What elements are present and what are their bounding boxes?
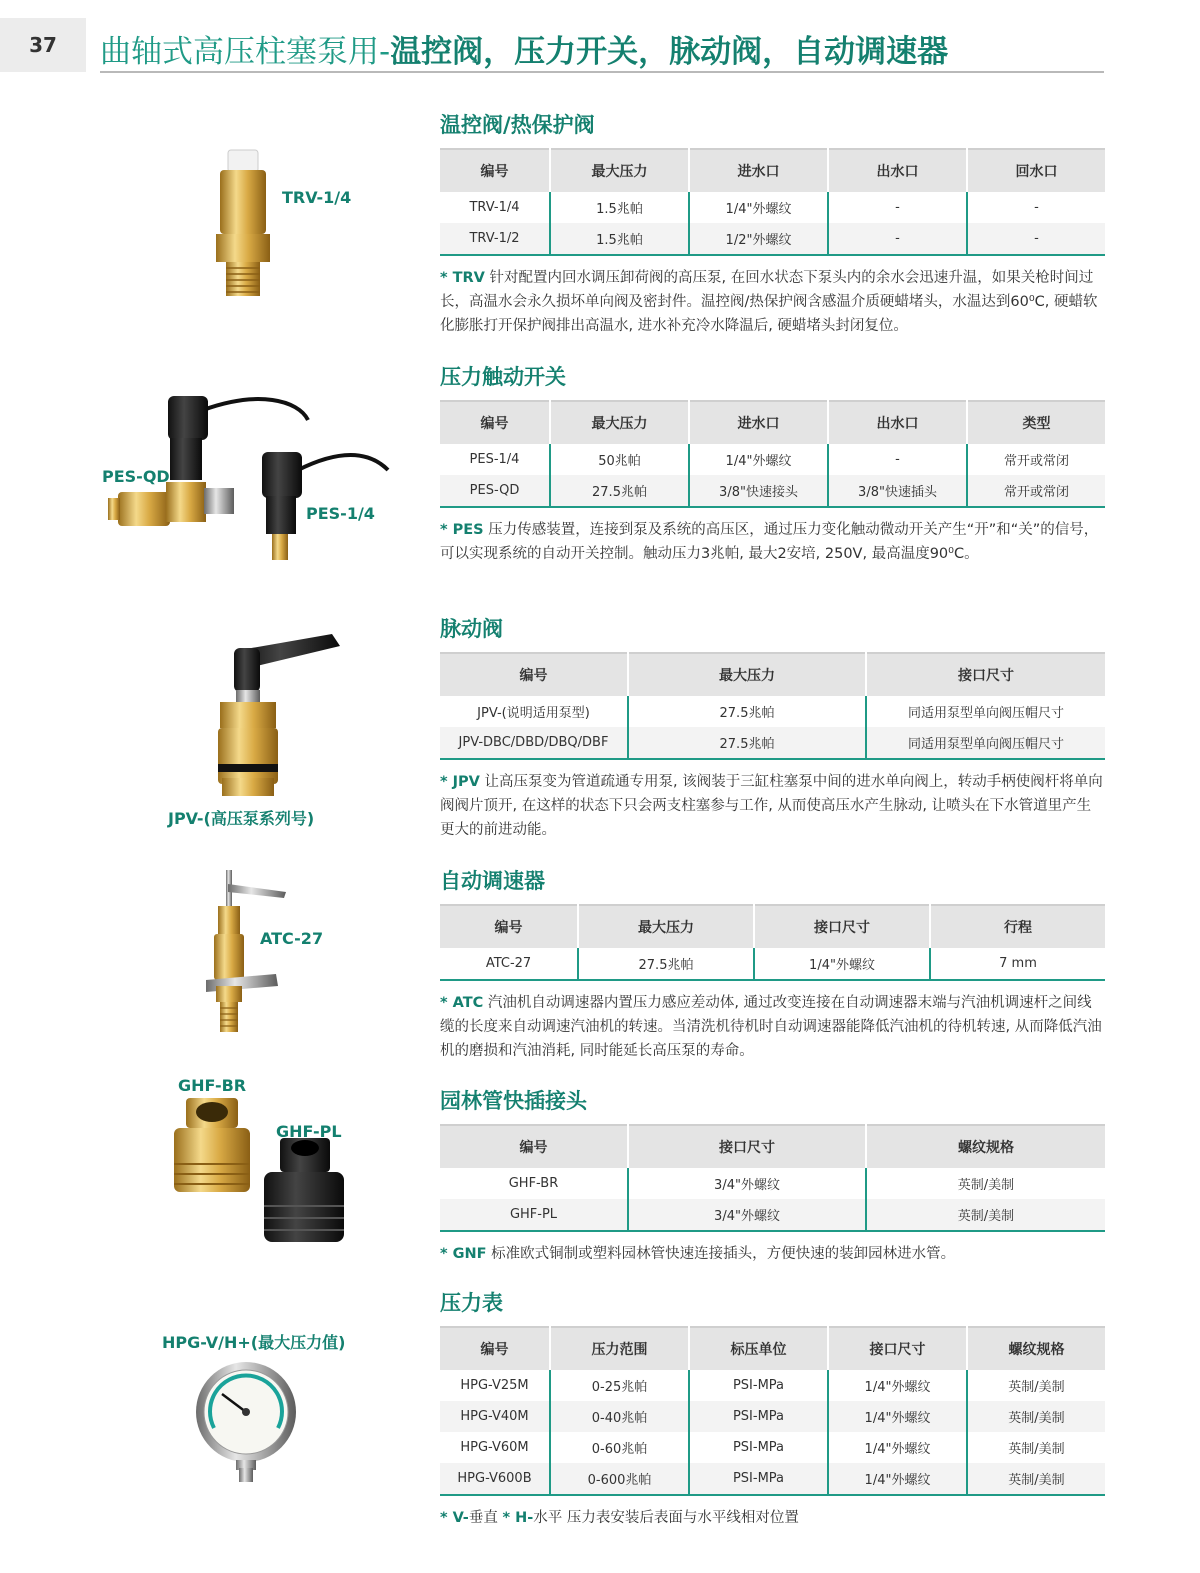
table-header-row xyxy=(440,905,1105,948)
table-cell: 常开或常闭 xyxy=(967,475,1105,507)
table-cell: 1.5兆帕 xyxy=(550,223,689,255)
column-header: 最大压力 xyxy=(550,401,689,444)
column-header: 接口尺寸 xyxy=(866,653,1105,696)
column-header: 回水口 xyxy=(967,149,1105,192)
table-cell: ATC-27 xyxy=(440,948,578,980)
table-cell: 50兆帕 xyxy=(550,444,689,475)
section-title: 园林管快插接头 xyxy=(440,1089,587,1113)
table-cell: 英制/美制 xyxy=(957,1178,1015,1193)
atc-regulator-image xyxy=(206,870,292,1035)
table-cell: 1/4"外螺纹 xyxy=(689,444,828,475)
table-cell: 1/4"外螺纹 xyxy=(754,948,930,980)
table-cell: 英制/美制 xyxy=(1008,1442,1065,1457)
section-ghf xyxy=(440,1086,1105,1266)
table-cell: TRV-1/4 xyxy=(440,192,550,223)
section-title: 温控阀/热保护阀 xyxy=(440,113,595,137)
column-header: 编号 xyxy=(440,905,578,948)
ghf-br-label: GHF-BR xyxy=(178,1076,247,1095)
spec-table xyxy=(440,400,1105,508)
table-cell: 7 mm xyxy=(930,948,1105,980)
table-cell: 3/4"外螺纹 xyxy=(628,1168,866,1199)
section-title: 脉动阀 xyxy=(440,617,503,641)
note-code-v: * V- xyxy=(440,1510,469,1526)
note-code-h: * H- xyxy=(502,1510,534,1526)
table-cell: 27.5兆帕 xyxy=(550,475,689,507)
section-note xyxy=(440,1242,1105,1266)
column-header: 进水口 xyxy=(689,149,828,192)
table-row xyxy=(440,1432,1105,1463)
column-header: 出水口 xyxy=(828,149,967,192)
note-code: * TRV xyxy=(440,270,485,286)
table-cell: 英制/美制 xyxy=(967,1401,1105,1432)
column-header: 最大压力 xyxy=(550,149,689,192)
table-cell: - xyxy=(1034,200,1039,215)
table-row xyxy=(440,948,1105,980)
table-cell: 英制/美制 xyxy=(1008,1380,1065,1395)
table-cell: PSI-MPa xyxy=(689,1463,828,1495)
pes-14-label: PES-1/4 xyxy=(306,504,375,523)
page-title-part1: 曲轴式高压柱塞泵用- xyxy=(100,34,391,70)
atc-label: ATC-27 xyxy=(260,929,324,948)
table-header-row xyxy=(440,653,1105,696)
spec-table xyxy=(440,652,1105,760)
column-header: 接口尺寸 xyxy=(754,905,930,948)
section-note xyxy=(440,770,1105,842)
table-row xyxy=(440,223,1105,255)
column-header: 编号 xyxy=(440,401,550,444)
table-cell: PSI-MPa xyxy=(689,1432,828,1463)
column-header: 编号 xyxy=(440,653,628,696)
column-header: 最大压力 xyxy=(628,653,866,696)
table-cell: HPG-V40M xyxy=(440,1401,550,1432)
table-cell: 3/8"快速插头 xyxy=(828,475,967,507)
column-header: 编号 xyxy=(440,1125,628,1168)
table-cell: PES-1/4 xyxy=(440,444,550,475)
column-header: 标压单位 xyxy=(689,1327,828,1370)
table-cell: PES-QD xyxy=(440,475,550,507)
header-divider xyxy=(100,71,1104,73)
table-cell: 0-40兆帕 xyxy=(550,1401,689,1432)
section-note xyxy=(440,1506,1105,1530)
note-text-v: 垂直 xyxy=(468,1510,503,1526)
table-header-row xyxy=(440,1327,1105,1370)
table-row xyxy=(440,696,1105,727)
table-cell: HPG-V60M xyxy=(440,1432,550,1463)
table-cell: 1/4"外螺纹 xyxy=(828,1370,967,1401)
note-text-h: 水平 压力表安装后表面与水平线相对位置 xyxy=(533,1510,799,1526)
column-header: 最大压力 xyxy=(578,905,754,948)
table-cell: - xyxy=(967,223,1105,255)
jpv-label: JPV-(高压泵系列号) xyxy=(168,809,315,828)
note-code: * ATC xyxy=(440,995,484,1011)
spec-table xyxy=(440,1124,1105,1232)
note-code: * PES xyxy=(440,522,484,538)
column-header: 压力范围 xyxy=(550,1327,689,1370)
page-title-part2: 温控阀，压力开关，脉动阀，自动调速器 xyxy=(390,34,949,70)
section-note xyxy=(440,266,1105,338)
section-title: 压力触动开关 xyxy=(440,365,566,389)
table-row xyxy=(440,1199,1105,1231)
page-number: 37 xyxy=(0,18,86,72)
table-cell: GHF-BR xyxy=(440,1168,628,1199)
column-header: 螺纹规格 xyxy=(967,1327,1105,1370)
spec-table xyxy=(440,1326,1105,1496)
page-title xyxy=(100,26,948,71)
table-cell: 27.5兆帕 xyxy=(578,948,754,980)
note-text: 让高压泵变为管道疏通专用泵, 该阀装于三缸柱塞泵中间的进水单向阀上，转动手柄使阀杆将单向阀阀片顶开, 在这样的状态下只会两支柱塞参与工作, 从而使高压水产生脉动, 让喷头在下水管道里产生更大的前进动能。 xyxy=(440,774,1103,838)
table-cell: 3/4"外螺纹 xyxy=(628,1199,866,1231)
ghf-connector-image xyxy=(164,1094,344,1246)
section-note xyxy=(440,991,1105,1063)
table-cell: 0-25兆帕 xyxy=(550,1370,689,1401)
note-text: 标准欧式铜制或塑料园林管快速连接插头，方便快速的装卸园林进水管。 xyxy=(486,1246,956,1262)
table-cell: PSI-MPa xyxy=(689,1401,828,1432)
table-row xyxy=(440,1463,1105,1495)
table-cell: HPG-V600B xyxy=(440,1463,550,1495)
section-note xyxy=(440,518,1105,566)
table-cell: HPG-V25M xyxy=(440,1370,550,1401)
table-cell: 0-600兆帕 xyxy=(550,1463,689,1495)
section-hpg xyxy=(440,1288,1105,1530)
table-row xyxy=(440,1168,1105,1199)
column-header: 出水口 xyxy=(828,401,967,444)
column-header: 接口尺寸 xyxy=(628,1125,866,1168)
table-cell: 同适用泵型单向阀压帽尺寸 xyxy=(866,727,1105,759)
spec-table xyxy=(440,904,1105,981)
jpv-valve-image xyxy=(212,628,342,798)
table-cell: 1/4"外螺纹 xyxy=(828,1463,967,1495)
section-pes xyxy=(440,362,1105,566)
column-header: 行程 xyxy=(930,905,1105,948)
table-cell: - xyxy=(828,444,967,475)
column-header: 接口尺寸 xyxy=(828,1327,967,1370)
note-code: * GNF xyxy=(440,1246,487,1262)
table-cell: 同适用泵型单向阀压帽尺寸 xyxy=(907,706,1064,721)
table-cell: 1.5兆帕 xyxy=(550,192,689,223)
table-row xyxy=(440,192,1105,223)
column-header: 进水口 xyxy=(689,401,828,444)
column-header: 编号 xyxy=(440,1327,550,1370)
table-cell: - xyxy=(828,192,967,223)
table-cell: 1/4"外螺纹 xyxy=(828,1401,967,1432)
table-cell: 1/2"外螺纹 xyxy=(689,223,828,255)
section-jpv xyxy=(440,614,1105,842)
table-cell: JPV-DBC/DBD/DBQ/DBF xyxy=(440,727,628,759)
note-text: 针对配置内回水调压卸荷阀的高压泵, 在回水状态下泵头内的余水会迅速升温，如果关枪时间过长，高温水会永久损坏单向阀及密封件。温控阀/热保护阀含感温介质硬蜡堵头，水温达到60⁰C, 硬蜡软化膨胀打开保护阀排出高温水, 进水补充冷水降温后, 硬蜡堵头封闭复位。 xyxy=(440,270,1098,334)
trv-valve-image xyxy=(212,148,274,298)
table-cell: GHF-PL xyxy=(440,1199,628,1231)
table-header-row xyxy=(440,401,1105,444)
pressure-gauge-image xyxy=(194,1360,298,1484)
table-cell: 常开或常闭 xyxy=(1003,454,1069,469)
table-cell: 27.5兆帕 xyxy=(628,696,866,727)
note-text: 汽油机自动调速器内置压力感应差动体, 通过改变连接在自动调速器末端与汽油机调速杆之间线缆的长度来自动调速汽油机的转速。当清洗机待机时自动调速器能降低汽油机的待机转速, 从而降低汽油机的磨损和汽油消耗, 同时能延长高压泵的寿命。 xyxy=(440,995,1102,1059)
section-trv xyxy=(440,110,1105,338)
pes-qd-label: PES-QD xyxy=(102,467,170,486)
table-cell: TRV-1/2 xyxy=(440,223,550,255)
table-cell: 1/4"外螺纹 xyxy=(689,192,828,223)
table-cell: 27.5兆帕 xyxy=(628,727,866,759)
note-text: 压力传感装置，连接到泵及系统的高压区，通过压力变化触动微动开关产生“开”和“关”的信号，可以实现系统的自动开关控制。触动压力3兆帕, 最大2安培, 250V, 最高温度90⁰C。 xyxy=(440,522,1099,562)
table-row xyxy=(440,1370,1105,1401)
section-title: 自动调速器 xyxy=(440,869,545,893)
table-header-row xyxy=(440,149,1105,192)
table-row xyxy=(440,444,1105,475)
ghf-pl-label: GHF-PL xyxy=(276,1122,342,1141)
section-atc xyxy=(440,866,1105,1063)
column-header: 螺纹规格 xyxy=(866,1125,1105,1168)
spec-table xyxy=(440,148,1105,256)
note-code: * JPV xyxy=(440,774,480,790)
table-cell: 1/4"外螺纹 xyxy=(828,1432,967,1463)
table-cell: - xyxy=(828,223,967,255)
table-cell: 英制/美制 xyxy=(866,1199,1105,1231)
table-row xyxy=(440,727,1105,759)
column-header: 类型 xyxy=(967,401,1105,444)
trv-label: TRV-1/4 xyxy=(282,188,352,207)
table-cell: PSI-MPa xyxy=(689,1370,828,1401)
table-header-row xyxy=(440,1125,1105,1168)
table-cell: JPV-(说明适用泵型) xyxy=(440,696,628,727)
table-cell: 3/8"快速接头 xyxy=(689,475,828,507)
table-cell: 0-60兆帕 xyxy=(550,1432,689,1463)
hpg-label: HPG-V/H+(最大压力值) xyxy=(162,1333,346,1352)
table-row xyxy=(440,1401,1105,1432)
section-title: 压力表 xyxy=(440,1291,503,1315)
table-cell: 英制/美制 xyxy=(967,1463,1105,1495)
table-row xyxy=(440,475,1105,507)
column-header: 编号 xyxy=(440,149,550,192)
